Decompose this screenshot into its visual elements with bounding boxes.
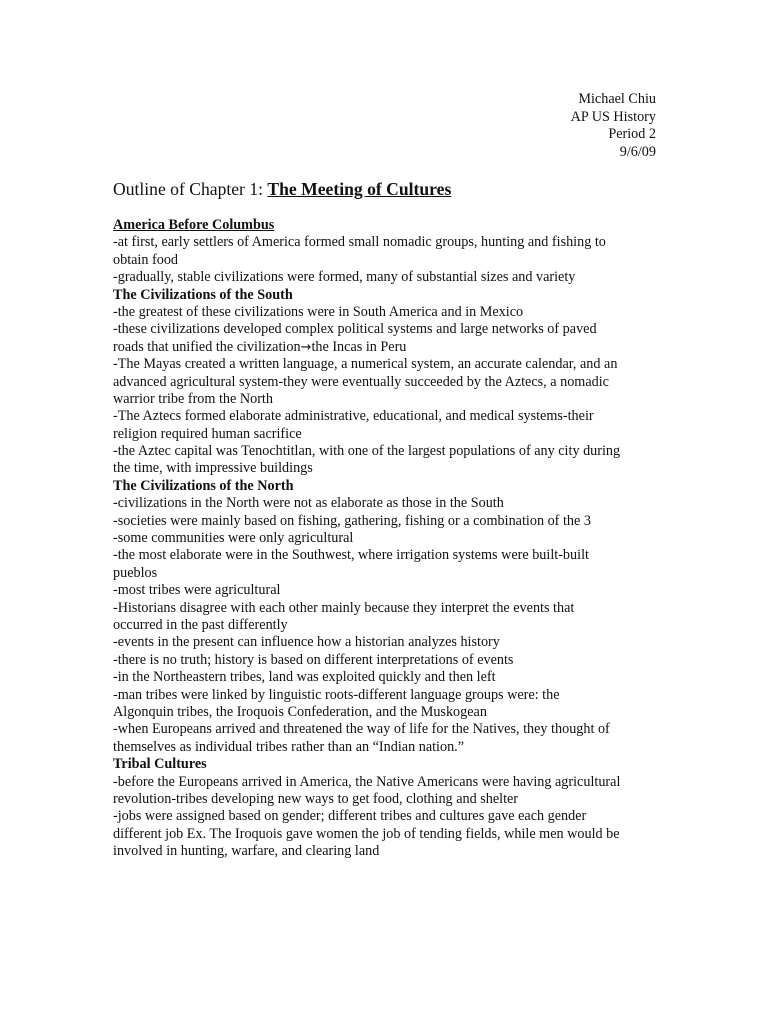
outline-line: advanced agricultural system-they were eventually succeeded by the Aztecs, a nomadic <box>113 373 609 390</box>
outline-line: occurred in the past differently <box>113 616 288 633</box>
outline-line: -man tribes were linked by linguistic roots-different language groups were: the <box>113 686 560 703</box>
outline-line: revolution-tribes developing new ways to get food, clothing and shelter <box>113 790 519 807</box>
outline-line: -at first, early settlers of America formed small nomadic groups, hunting and fishing to <box>113 234 606 251</box>
outline-line: -the most elaborate were in the Southwest, where irrigation systems were built-built <box>113 547 589 564</box>
outline-line-with-arrow <box>113 339 663 356</box>
outline-line: -events in the present can influence how a historian analyzes history <box>113 634 500 651</box>
section-heading-before-columbus: America Before Columbus <box>113 217 275 233</box>
outline-line: -some communities were only agricultural <box>113 530 354 547</box>
document-date: 9/6/09 <box>619 143 656 160</box>
outline-line: -civilizations in the North were not as elaborate as those in the South <box>113 495 504 512</box>
header-block <box>571 91 656 161</box>
outline-line: -in the Northeastern tribes, land was exploited quickly and then left <box>113 669 496 686</box>
outline-body <box>113 217 663 860</box>
outline-line: warrior tribe from the North <box>113 390 273 407</box>
outline-line: -there is no truth; history is based on different interpretations of events <box>113 651 514 668</box>
document-title <box>113 178 451 200</box>
outline-line: -the Aztec capital was Tenochtitlan, with one of the largest populations of any city during <box>113 443 621 460</box>
outline-line: -societies were mainly based on fishing, gathering, fishing or a combination of the 3 <box>113 512 591 529</box>
outline-line: Algonquin tribes, the Iroquois Confederation, and the Muskogean <box>113 703 487 720</box>
section-heading-south: The Civilizations of the South <box>113 286 293 303</box>
outline-line: -jobs were assigned based on gender; different tribes and cultures gave each gender <box>113 808 587 825</box>
outline-line: -The Mayas created a written language, a numerical system, an accurate calendar, and an <box>113 356 618 373</box>
outline-line: themselves as individual tribes rather than an “Indian nation.” <box>113 738 465 755</box>
outline-line: -before the Europeans arrived in America, the Native Americans were having agricultural <box>113 773 621 790</box>
outline-line: different job Ex. The Iroquois gave women the job of tending fields, while men would be <box>113 825 620 842</box>
outline-line: -gradually, stable civilizations were formed, many of substantial sizes and variety <box>113 269 576 286</box>
outline-line: obtain food <box>113 251 179 268</box>
outline-line: -when Europeans arrived and threatened the way of life for the Natives, they thought of <box>113 721 610 738</box>
course-name: AP US History <box>570 108 656 125</box>
title-emphasis: The Meeting of Cultures <box>267 179 452 199</box>
outline-line: involved in hunting, warfare, and clearing land <box>113 843 380 860</box>
author-name: Michael Chiu <box>578 91 656 107</box>
arrow-line-before: roads that unified the civilization <box>113 338 301 355</box>
section-heading-tribal: Tribal Cultures <box>113 756 207 773</box>
outline-line: pueblos <box>113 564 158 581</box>
outline-line: -these civilizations developed complex political systems and large networks of paved <box>113 321 597 338</box>
outline-line: religion required human sacrifice <box>113 425 302 442</box>
section-heading-north: The Civilizations of the North <box>113 477 294 494</box>
outline-line: -the greatest of these civilizations were in South America and in Mexico <box>113 303 524 320</box>
right-arrow-icon: → <box>300 339 312 355</box>
class-period: Period 2 <box>608 126 656 143</box>
title-prefix: Outline of Chapter 1: <box>113 179 268 199</box>
arrow-line-after: the Incas in Peru <box>311 338 407 355</box>
outline-line: -The Aztecs formed elaborate administrative, educational, and medical systems-their <box>113 408 594 425</box>
outline-line: -Historians disagree with each other mainly because they interpret the events that <box>113 599 575 616</box>
outline-line: the time, with impressive buildings <box>113 460 313 477</box>
outline-line: -most tribes were agricultural <box>113 582 281 599</box>
